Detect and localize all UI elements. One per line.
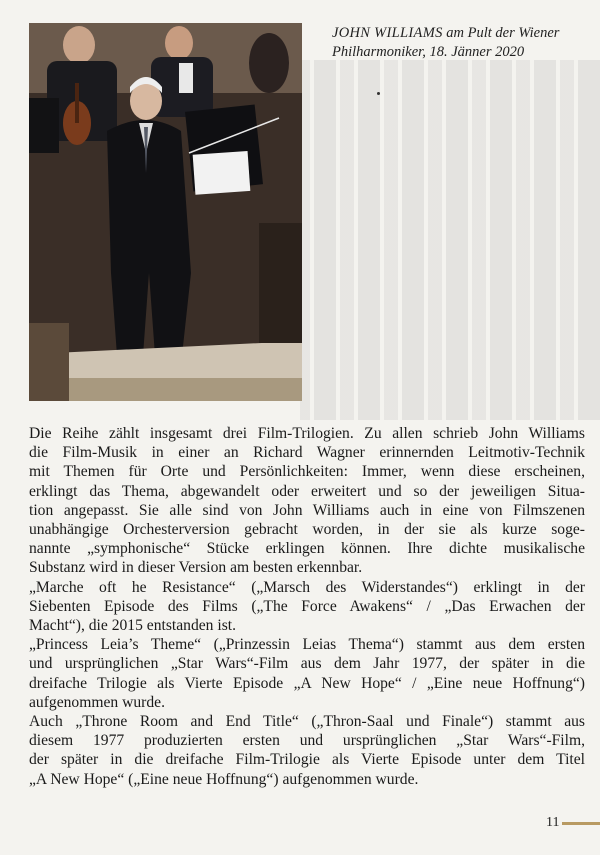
paragraph-leia	[29, 635, 585, 712]
caption-line-2: Philharmoniker, 18. Jänner 2020	[332, 44, 525, 60]
text-line: die Film-Musik in einer an Richard Wagner erinnernden Leitmotiv-Technik	[29, 444, 585, 462]
text-line: Macht“), die 2015 entstanden ist.	[29, 617, 236, 635]
show-through-text	[300, 60, 600, 420]
text-line: Substanz wird in dieser Version am besten erkennbar.	[29, 559, 363, 577]
text-line: Die Reihe zählt insgesamt drei Film-Trilogien. Zu allen schrieb John Williams	[29, 425, 585, 442]
text-line: Auch „Throne Room and End Title“ („Thron-Saal und Finale“) stammt aus	[29, 713, 585, 731]
text-line: erklingt das Thema, abgewandelt oder erweitert und so der jeweiligen Situa-	[29, 482, 585, 500]
caption-name: JOHN WILLIAMS	[332, 25, 443, 41]
paragraph-trilogies	[29, 424, 585, 578]
caption-line-1	[332, 24, 582, 43]
text-line: mit Themen für Orte und Persönlichkeiten: Immer, wenn diese erscheinen,	[29, 463, 585, 481]
paragraph-throne-room	[29, 712, 585, 789]
text-line: tion angepasst. Sie alle sind von John Williams auch in eine von Filmszenen	[29, 501, 585, 519]
photo-illustration	[29, 23, 302, 401]
page-number: 11	[546, 815, 560, 830]
text-line: „Princess Leia’s Theme“ („Prinzessin Leias Thema“) stammt aus dem ersten	[29, 636, 585, 654]
caption-line-1-rest: am Pult der Wiener	[442, 25, 560, 41]
photo-caption	[332, 24, 582, 62]
text-line: nannte „symphonische“ Stücke erklingen können. Ihre dichte musikalische	[29, 540, 585, 558]
text-line: unabhängige Orchesterversion gebracht worden, in der sie als kurze soge-	[29, 521, 585, 539]
text-line: diesem 1977 produzierten ersten und ursprünglichen „Star Wars“-Film,	[29, 732, 585, 750]
speck-mark	[377, 92, 380, 95]
accent-rule	[562, 822, 600, 825]
text-line: „A New Hope“ („Eine neue Hoffnung“) aufgenommen wurde.	[29, 770, 419, 788]
text-line: der später in die dreifache Film-Trilogie als Vierte Episode unter dem Titel	[29, 751, 585, 769]
conductor-photo	[29, 23, 302, 401]
text-line: und ursprünglichen „Star Wars“-Film aus dem Jahr 1977, der später in die	[29, 655, 585, 673]
text-line: aufgenommen wurde.	[29, 693, 165, 711]
text-line: Siebenten Episode des Films („The Force Awakens“ / „Das Erwachen der	[29, 597, 585, 615]
text-line: „Marche oft he Resistance“ („Marsch des Widerstandes“) erklingt in der	[29, 578, 585, 596]
body-text	[29, 424, 585, 789]
text-line: dreifache Trilogie als Vierte Episode „A New Hope“ / „Eine neue Hoffnung“)	[29, 674, 585, 692]
paragraph-resistance	[29, 578, 585, 636]
